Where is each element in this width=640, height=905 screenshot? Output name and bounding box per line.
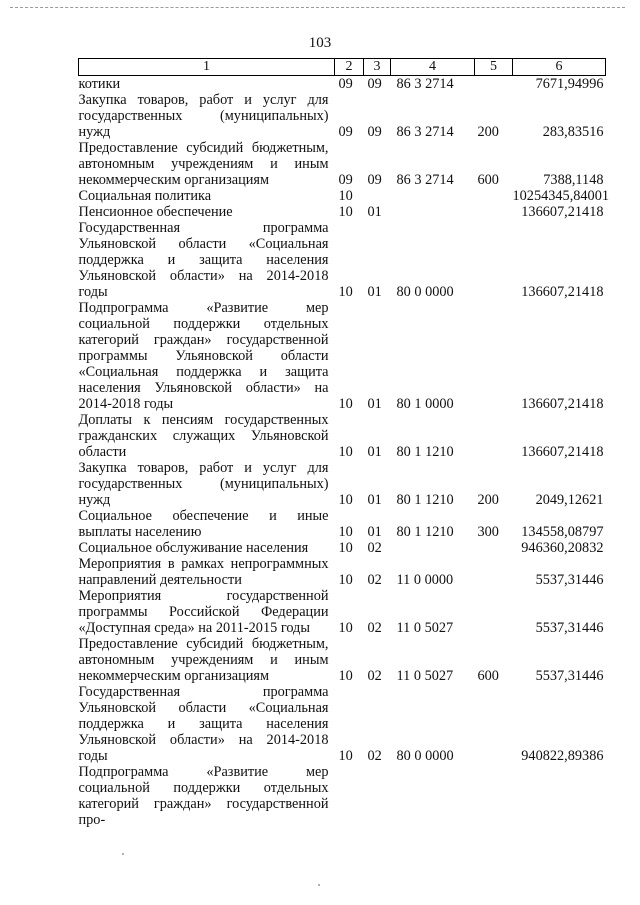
row-subsection: 09 (367, 124, 382, 140)
row-name: Предоставление субсидий бюджетным, автономным учреждениям и иным некоммерческим организациям (78, 636, 329, 684)
row-amount: 283,83516 (542, 124, 604, 140)
row-expense-type (475, 684, 513, 764)
row-subsection: 01 (367, 284, 382, 300)
row-amount: 136607,21418 (521, 444, 604, 460)
row-section: 10 (338, 204, 353, 220)
row-subsection: 02 (367, 668, 382, 684)
col-header-3: 3 (364, 59, 391, 76)
row-amount: 7671,94996 (535, 76, 604, 92)
table-body (78, 76, 610, 829)
scan-speck (318, 884, 320, 886)
row-target-article: 80 0 0000 (396, 284, 454, 300)
row-target-article (391, 204, 475, 220)
row-target-article (391, 188, 475, 204)
row-amount: 940822,89386 (521, 748, 604, 764)
row-amount: 136607,21418 (521, 396, 604, 412)
row-name: Предоставление субсидий бюджетным, автономным учреждениям и иным некоммерческим организациям (78, 140, 329, 188)
table-row (79, 300, 606, 412)
row-amount: 134558,08797 (521, 524, 604, 540)
row-target-article: 11 0 5027 (396, 620, 454, 636)
table-header (79, 59, 606, 76)
row-amount: 136607,21418 (521, 284, 604, 300)
row-subsection: 01 (367, 492, 382, 508)
row-name: Закупка товаров, работ и услуг для государственных (муниципальных) нужд (78, 92, 329, 140)
table-row (79, 764, 606, 828)
col-header-4: 4 (391, 59, 475, 76)
row-amount: 5537,31446 (535, 668, 604, 684)
row-subsection: 09 (367, 76, 382, 92)
row-target-article: 80 1 0000 (396, 396, 454, 412)
row-section: 10 (338, 396, 353, 412)
row-name: Пенсионное обеспечение (78, 204, 233, 220)
table-row (79, 92, 606, 140)
table-row (79, 540, 606, 556)
row-name: Социальное обеспечение и иные выплаты населению (78, 508, 329, 540)
col-header-5: 5 (475, 59, 513, 76)
scan-artifact-line (10, 7, 625, 8)
row-expense-type: 300 (477, 524, 499, 540)
row-expense-type: 200 (477, 492, 499, 508)
row-expense-type (475, 764, 513, 828)
row-name: Социальная политика (78, 188, 212, 204)
row-target-article (391, 764, 475, 828)
row-target-article: 80 1 1210 (396, 444, 454, 460)
table-row (79, 140, 606, 188)
row-amount (513, 764, 606, 828)
row-name: Мероприятия в рамках непрограммных направлений деятельности (78, 556, 329, 588)
row-target-article (391, 540, 475, 556)
table-row (79, 636, 606, 684)
row-section: 10 (338, 524, 353, 540)
scan-speck (122, 853, 124, 855)
row-subsection: 09 (367, 172, 382, 188)
row-expense-type (475, 588, 513, 636)
row-expense-type (475, 76, 513, 93)
table-row (79, 460, 606, 508)
row-section: 09 (338, 172, 353, 188)
row-amount: 5537,31446 (535, 572, 604, 588)
row-name: Подпрограмма «Развитие мер социальной поддержки отдельных категорий граждан» государственной про- (78, 764, 329, 828)
header-row (79, 59, 606, 76)
row-name: Подпрограмма «Развитие мер социальной поддержки отдельных категорий граждан» государственной программы Ульяновской области «Социальная поддержка и защита населения Ульяновской области» на 2014-2018 годы (78, 300, 329, 412)
row-target-article: 86 3 2714 (396, 76, 454, 92)
page-number: 103 (308, 35, 332, 51)
row-subsection: 02 (367, 748, 382, 764)
row-section: 10 (338, 748, 353, 764)
row-amount: 946360,20832 (521, 540, 604, 556)
row-section: 10 (338, 284, 353, 300)
row-section: 10 (338, 188, 353, 204)
row-target-article: 86 3 2714 (396, 172, 454, 188)
row-expense-type: 200 (477, 124, 499, 140)
row-target-article: 86 3 2714 (396, 124, 454, 140)
row-target-article: 80 1 1210 (396, 524, 454, 540)
row-expense-type (475, 220, 513, 300)
row-expense-type (475, 188, 513, 204)
row-name: Государственная программа Ульяновской области «Социальная поддержка и защита населения Ульяновской области» на 2014-2018 годы (78, 684, 329, 764)
row-expense-type: 600 (477, 172, 499, 188)
row-name: Доплаты к пенсиям государственных гражданских служащих Ульяновской области (78, 412, 329, 460)
table-row (79, 684, 606, 764)
row-subsection: 01 (367, 524, 382, 540)
row-name: Закупка товаров, работ и услуг для государственных (муниципальных) нужд (78, 460, 329, 508)
col-header-6: 6 (513, 59, 606, 76)
row-section: 10 (338, 668, 353, 684)
table-row (79, 588, 606, 636)
row-expense-type: 600 (477, 668, 499, 684)
row-amount: 10254345,84001 (512, 188, 610, 204)
row-section: 10 (338, 572, 353, 588)
row-name: котики (78, 76, 121, 92)
row-name: Государственная программа Ульяновской области «Социальная поддержка и защита населения Ульяновской области» на 2014-2018 годы (78, 220, 329, 300)
row-name: Мероприятия государственной программы Российской Федерации «Доступная среда» на 2011-2015 годы (78, 588, 329, 636)
row-subsection: 02 (367, 572, 382, 588)
table-row (79, 220, 606, 300)
row-target-article: 11 0 0000 (396, 572, 454, 588)
table-row (79, 76, 606, 93)
budget-table (78, 58, 610, 828)
row-section: 10 (338, 492, 353, 508)
table-row (79, 508, 606, 540)
row-target-article: 11 0 5027 (396, 668, 454, 684)
row-section: 10 (338, 540, 353, 556)
row-section: 10 (338, 444, 353, 460)
table-row (79, 412, 606, 460)
row-expense-type (475, 204, 513, 220)
row-subsection: 01 (367, 396, 382, 412)
row-amount: 5537,31446 (535, 620, 604, 636)
row-target-article: 80 1 1210 (396, 492, 454, 508)
table-row (79, 188, 606, 204)
row-amount: 2049,12621 (535, 492, 604, 508)
col-header-2: 2 (335, 59, 364, 76)
row-subsection (364, 188, 391, 204)
row-expense-type (475, 412, 513, 460)
row-expense-type (475, 556, 513, 588)
row-section: 09 (338, 124, 353, 140)
row-amount: 7388,1148 (543, 172, 604, 188)
row-amount: 136607,21418 (521, 204, 604, 220)
row-subsection: 01 (367, 204, 382, 220)
row-expense-type (475, 540, 513, 556)
row-section: 09 (338, 76, 353, 92)
row-expense-type (475, 300, 513, 412)
row-target-article: 80 0 0000 (396, 748, 454, 764)
row-section: 10 (338, 620, 353, 636)
row-name: Социальное обслуживание населения (78, 540, 309, 556)
table-row (79, 556, 606, 588)
col-header-1: 1 (79, 59, 335, 76)
row-section (335, 764, 364, 828)
row-subsection (364, 764, 391, 828)
row-subsection: 02 (367, 540, 382, 556)
row-subsection: 02 (367, 620, 382, 636)
table-row (79, 204, 606, 220)
row-subsection: 01 (367, 444, 382, 460)
